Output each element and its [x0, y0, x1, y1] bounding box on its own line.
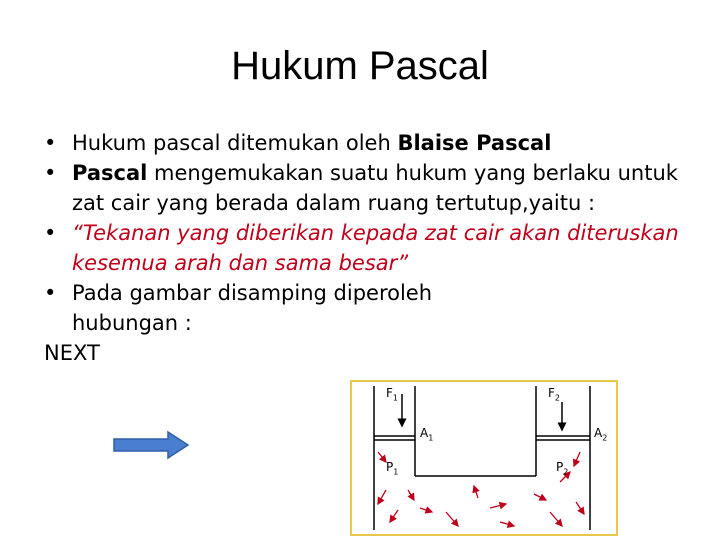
bullet-dot: •: [44, 221, 57, 245]
next-arrow-icon[interactable]: [112, 430, 190, 460]
bullet-dot: •: [44, 131, 57, 155]
slide-title: Hukum Pascal: [231, 44, 489, 88]
bullet-2-text: mengemukakan suatu hukum yang berlaku untuk zat cair yang berada dalam ruang tertutup,yaitu :: [72, 161, 678, 215]
bullet-3: [44, 218, 694, 278]
next-label[interactable]: NEXT: [44, 341, 100, 365]
bullet-2: [44, 158, 694, 218]
label-p1: $P_1$: [386, 460, 399, 477]
bullet-dot: •: [44, 281, 57, 305]
bullet-4-text: Pada gambar disamping diperoleh hubungan :: [72, 281, 433, 335]
vessel-drawing: [350, 380, 618, 536]
bullet-4: [44, 278, 512, 338]
bullet-1-bold: Blaise Pascal: [397, 131, 552, 155]
vessel-outline: [374, 386, 590, 530]
label-a2: $A_2$: [594, 426, 608, 443]
next-row: [44, 338, 694, 368]
slide-body: [44, 128, 694, 368]
pressure-arrows: [378, 452, 584, 526]
piston-a1: [374, 436, 415, 440]
pascal-diagram: [350, 380, 618, 536]
bullet-dot: •: [44, 161, 57, 185]
bullet-1: [44, 128, 694, 158]
bullet-1-text: Hukum pascal ditemukan oleh: [72, 131, 398, 155]
piston-a2: [536, 436, 590, 440]
bullet-3-quote: “Tekanan yang diberikan kepada zat cair akan diteruskan kesemua arah dan sama besar”: [72, 221, 679, 275]
label-f2: $F_2$: [548, 386, 560, 403]
label-a1: $A_1$: [420, 426, 434, 443]
bullet-2-bold: Pascal: [72, 161, 148, 185]
label-p2: $P_2$: [556, 460, 569, 477]
label-f1: $F_1$: [386, 386, 398, 403]
